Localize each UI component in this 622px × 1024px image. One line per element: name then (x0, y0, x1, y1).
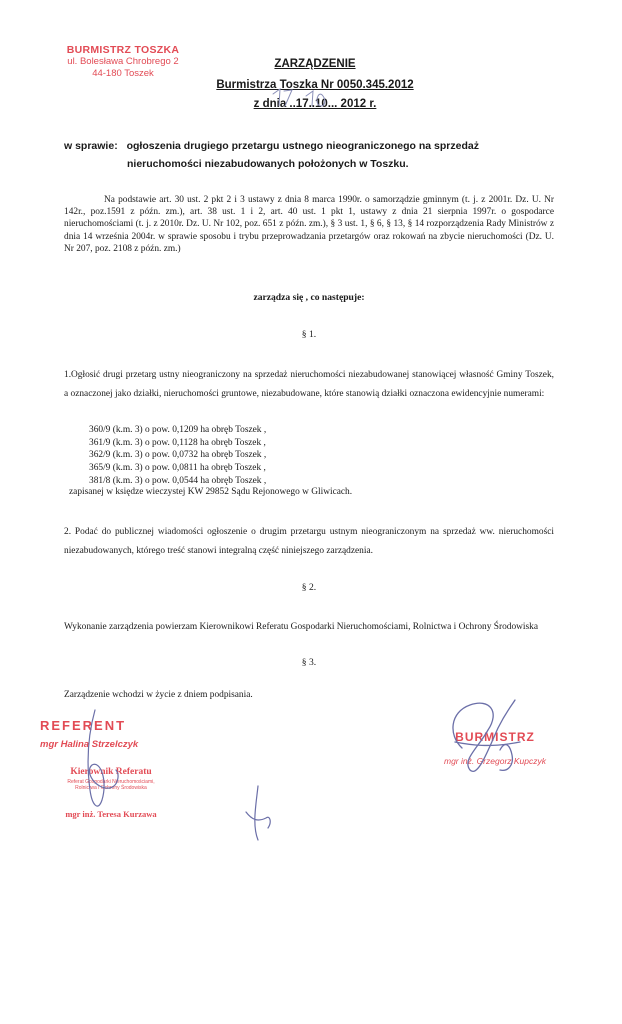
mayor-title: BURMISTRZ (455, 730, 535, 744)
parcel-item: 365/9 (k.m. 3) o pow. 0,0811 ha obręb Toszek , (89, 463, 266, 474)
document-date: z dnia ..17..10... 2012 r. (253, 98, 377, 110)
manager-name: mgr inż. Teresa Kurzawa (65, 809, 157, 819)
subject-text-1: ogłoszenia drugiego przetargu ustnego nieograniczonego na sprzedaż (126, 140, 479, 152)
parcel-item: 360/9 (k.m. 3) o pow. 0,1209 ha obręb Toszek , (89, 425, 267, 435)
subject-label: w sprawie: (64, 140, 118, 152)
paragraph-2: 2. Podać do publicznej wiadomości ogłoszenie o drugim przetargu ustnym nieograniczonym na sprzedaż ww. nieruchomości niezabudowanych, którego treść stanowi integralną część niniejszego zarządzenia. (64, 527, 554, 556)
parcel-item: 361/9 (k.m. 3) o pow. 0,1128 ha obręb Toszek , (89, 437, 266, 448)
land-register: zapisanej w księdze wieczystej KW 29852 Sądu Rejonowego w Gliwicach. (69, 487, 353, 497)
center-signature (246, 786, 270, 840)
effective-paragraph: Zarządzenie wchodzi w życie z dniem podpisania. (64, 690, 253, 700)
section-1-heading: § 1. (301, 329, 317, 340)
office-stamp-line3: 44-180 Toszek (92, 68, 154, 79)
mayor-signature (453, 700, 520, 771)
referent-title: REFERENT (40, 718, 127, 733)
execution-paragraph: Wykonanie zarządzenia powierzam Kierownikowi Referatu Gospodarki Nieruchomościami, Rolnictwa i Ochrony Środowiska (64, 622, 539, 632)
legal-basis: Na podstawie art. 30 ust. 2 pkt 2 i 3 ustawy z dnia 8 marca 1990r. o samorządzie gminnym (t. j. z 2001r. Dz. U. Nr 142r., poz.1591 z późn. zm.), art. 38 ust. 1 i 2, art. 40 ust. 1 pkt 1, ustawy z dnia 21 sierpnia 1997r. o gospodarce nieruchomościami (t. j. z 2010r. Dz. U. Nr 102, poz. 651 z późn. zm.), § 3 ust. 1, § 6, § 13, § 14 rozporządzenia Rady Ministrów z dnia 14 września 2004r. w sprawie sposobu i trybu przeprowadzania przetargów oraz rokowań na zbycie nieruchomości (Dz. U. Nr 207, poz. 2108 z późn. zm.) (64, 195, 554, 254)
date-handwriting (273, 89, 325, 106)
office-stamp-line1: BURMISTRZ TOSZKA (66, 44, 180, 56)
parcel-item: 381/8 (k.m. 3) o pow. 0,0544 ha obręb Toszek , (89, 475, 267, 486)
parcel-item: 362/9 (k.m. 3) o pow. 0,0732 ha obręb Toszek , (89, 450, 267, 461)
referent-signature (88, 710, 118, 806)
office-stamp-line2: ul. Bolesława Chrobrego 2 (67, 56, 179, 67)
mayor-name: mgr inż. Grzegorz Kupczyk (443, 756, 547, 766)
section-2-heading: § 2. (301, 582, 317, 593)
manager-title: Kierownik Referatu (70, 767, 152, 777)
document-number: Burmistrza Toszka Nr 0050.345.2012 (216, 79, 414, 91)
subject-line2: nieruchomości niezabudowanych położonych w Toszku. (127, 158, 409, 170)
manager-dept-2: Rolnictwa i Ochrony Środowiska (75, 785, 147, 791)
manager-dept-1: Referat Gospodarki Nieruchomościami, (67, 779, 155, 785)
decree-line: zarządza się , co następuje: (253, 292, 365, 303)
section-3-heading: § 3. (301, 657, 317, 668)
referent-name: mgr Halina Strzelczyk (40, 739, 139, 750)
document-title: ZARZĄDZENIE (274, 58, 356, 70)
paragraph-1-intro: 1.Ogłosić drugi przetarg ustny nieograniczony na sprzedaż nieruchomości niezabudowanej stanowiącej własność Gminy Toszek, a oznaczonej jako działki, nieruchomości gruntowe, niezabudowane, które stanowią działki oznaczona ewidencyjnie numerami: (64, 370, 554, 399)
